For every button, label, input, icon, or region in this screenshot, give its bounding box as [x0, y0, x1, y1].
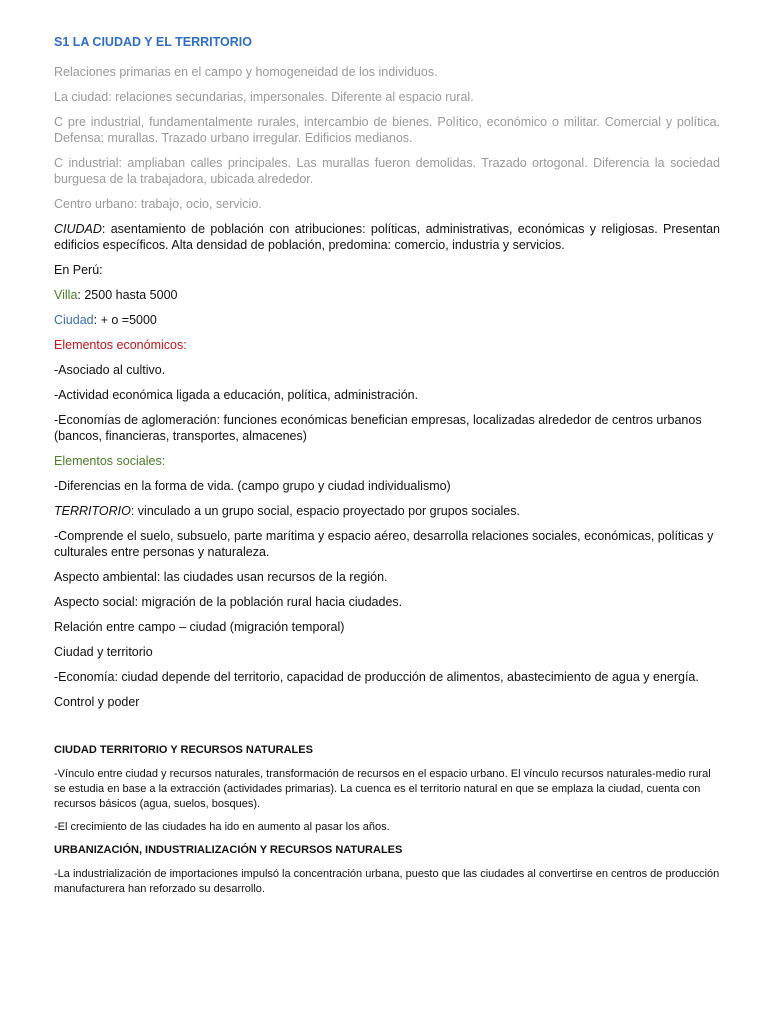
- economic-heading: Elementos económicos:: [54, 338, 187, 352]
- body-item-4: Relación entre campo – ciudad (migración temporal): [54, 620, 345, 634]
- social-item-1: -Diferencias en la forma de vida. (campo grupo y ciudad individualismo): [54, 479, 451, 493]
- social-heading: Elementos sociales:: [54, 454, 166, 468]
- section-title: S1 LA CIUDAD Y EL TERRITORIO: [54, 35, 252, 49]
- ciudad-count-line: [54, 312, 720, 328]
- ciudad-count-label: Ciudad: [54, 313, 94, 327]
- economic-item-3: -Economías de aglomeración: funciones económicas benefician empresas, localizadas alrededor de centros urbanos (bancos, financieras, transportes, almacenes): [54, 413, 702, 443]
- grey-paragraph-4: C industrial: ampliaban calles principales. Las murallas fueron demolidas. Trazado ortogonal. Diferencia la sociedad burguesa de la trabajadora, ubicada alrededor.: [54, 156, 720, 186]
- section3-item-1: -La industrialización de importaciones impulsó la concentración urbana, puesto que las ciudades al convertirse en centros de producción manufacturera han reforzado su desarrollo.: [54, 868, 720, 895]
- peru-heading: En Perú:: [54, 263, 103, 277]
- body-item-5: Ciudad y territorio: [54, 645, 153, 659]
- body-item-2: Aspecto ambiental: las ciudades usan recursos de la región.: [54, 570, 388, 584]
- body-item-3: Aspecto social: migración de la población rural hacia ciudades.: [54, 595, 403, 609]
- grey-paragraph-1: Relaciones primarias en el campo y homogeneidad de los individuos.: [54, 65, 438, 79]
- ciudad-count-text: : + o =5000: [93, 313, 157, 327]
- section2-item-1: -Vínculo entre ciudad y recursos naturales, transformación de recursos en el espacio urbano. El vínculo recursos naturales-medio rural se estudia en base a la extracción (actividades primarias). La cuenca es el territorio natural en que se emplaza la ciudad, cuenta con recursos básicos (agua, suelos, bosques).: [54, 768, 711, 810]
- territorio-label: TERRITORIO: [54, 504, 131, 518]
- ciudad-definition-text: : asentamiento de población con atribuciones: políticas, administrativas, económicas y religiosas. Presentan edificios específicos. Alta densidad de población, predomina: comercio, industria y servicios.: [54, 222, 720, 252]
- section3-heading: URBANIZACIÓN, INDUSTRIALIZACIÓN Y RECURSOS NATURALES: [54, 844, 403, 856]
- villa-text: : 2500 hasta 5000: [77, 288, 178, 302]
- villa-line: [54, 287, 720, 303]
- villa-label: Villa: [54, 288, 78, 302]
- spacer: [54, 719, 720, 743]
- grey-paragraph-5: Centro urbano: trabajo, ocio, servicio.: [54, 197, 262, 211]
- economic-item-2: -Actividad económica ligada a educación, política, administración.: [54, 388, 419, 402]
- ciudad-label: CIUDAD: [54, 222, 102, 236]
- body-item-7: Control y poder: [54, 695, 140, 709]
- grey-paragraph-2: La ciudad: relaciones secundarias, impersonales. Diferente al espacio rural.: [54, 90, 474, 104]
- territorio-definition-text: : vinculado a un grupo social, espacio proyectado por grupos sociales.: [130, 504, 520, 518]
- territorio-definition: [54, 503, 720, 519]
- economic-item-1: -Asociado al cultivo.: [54, 363, 166, 377]
- section2-item-2: -El crecimiento de las ciudades ha ido en aumento al pasar los años.: [54, 821, 390, 833]
- grey-paragraph-3: C pre industrial, fundamentalmente rurales, intercambio de bienes. Político, económico o militar. Comercial y política. Defensa: murallas. Trazado urbano irregular. Edificios medianos.: [54, 115, 720, 145]
- ciudad-definition: [54, 221, 720, 253]
- body-item-1: -Comprende el suelo, subsuelo, parte marítima y espacio aéreo, desarrolla relaciones sociales, económicas, políticas y culturales entre personas y naturaleza.: [54, 529, 714, 559]
- section2-heading: CIUDAD TERRITORIO Y RECURSOS NATURALES: [54, 744, 313, 756]
- body-item-6: -Economía: ciudad depende del territorio, capacidad de producción de alimentos, abastecimiento de agua y energía.: [54, 670, 699, 684]
